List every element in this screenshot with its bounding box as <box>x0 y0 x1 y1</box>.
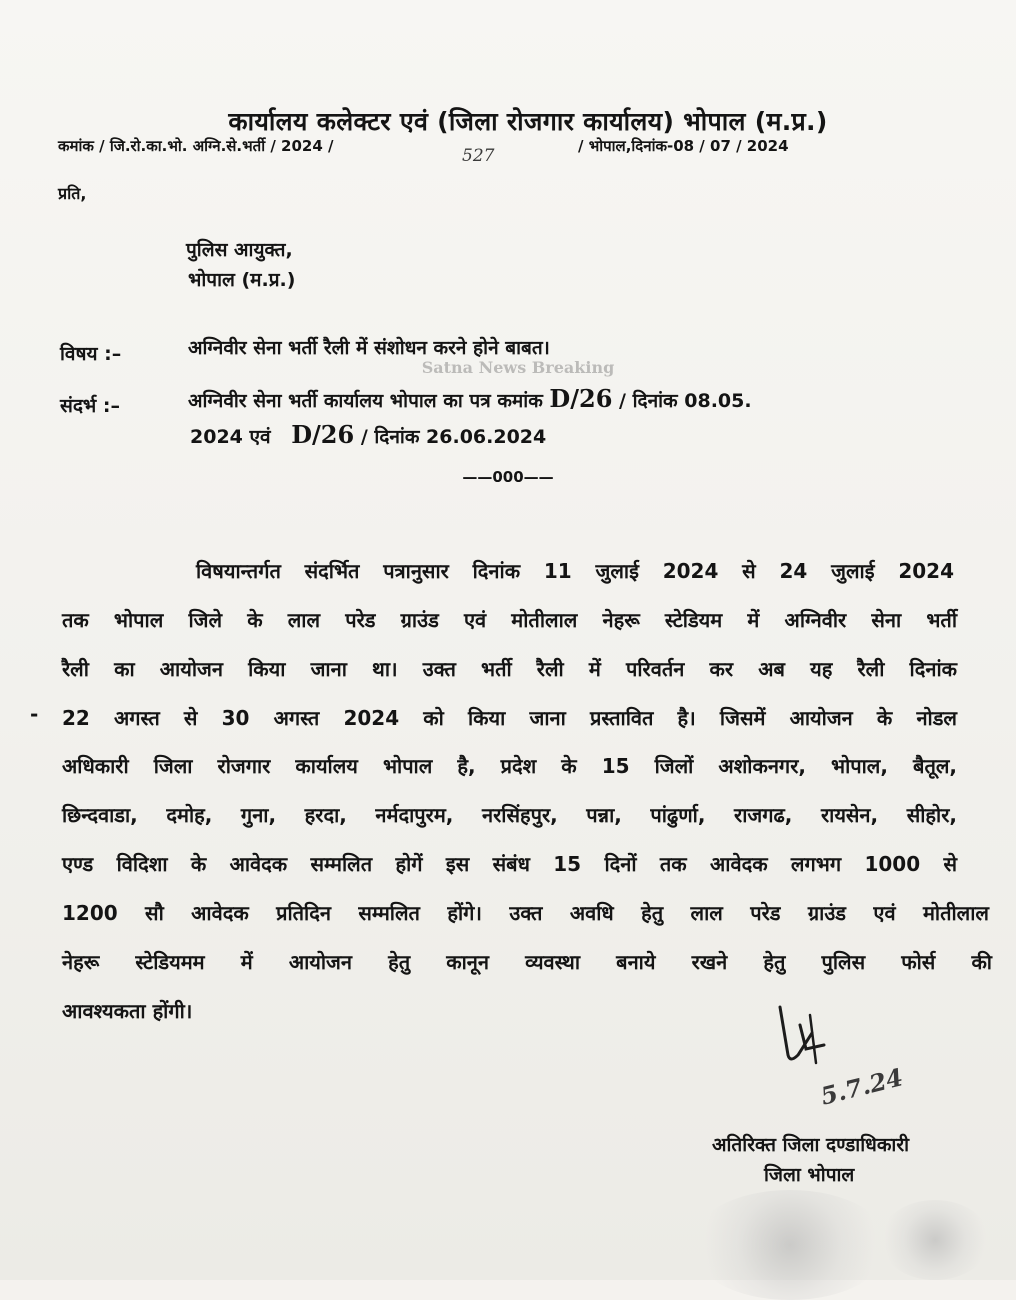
paper-stain <box>880 1200 990 1280</box>
signature-date: 5.7.24 <box>817 1062 906 1111</box>
margin-dash: - <box>30 702 39 726</box>
body-line-3: रैली का आयोजन किया जाना था। उक्त भर्ती रैली में परिवर्तन कर अब यह रैली दिनांक <box>62 657 957 681</box>
body-line-7: एण्ड विदिशा के आवेदक सम्मलित होगें इस संबंध 15 दिनों तक आवेदक लगभग 1000 से <box>62 852 957 876</box>
reference-line-2-text: 2024 एवं <box>190 426 271 448</box>
reference-line-2 <box>190 420 546 449</box>
paper-stain <box>690 1190 890 1300</box>
watermark: Satna News Breaking <box>421 358 615 377</box>
reference-code-1: D/26 <box>549 384 613 413</box>
subject-label: विषय :– <box>60 343 122 365</box>
body-line-1: विषयान्तर्गत संदर्भित पत्रानुसार दिनांक 11 जुलाई 2024 से 24 जुलाई 2024 <box>196 559 954 583</box>
prati-label: प्रति, <box>58 184 87 203</box>
reference-code-2: D/26 <box>291 420 355 449</box>
signatory-designation: अतिरिक्त जिला दण्डाधिकारी <box>712 1134 910 1156</box>
reference-line-1-text: अग्निवीर सेना भर्ती कार्यालय भोपाल का पत्र कमांक <box>188 390 543 412</box>
addressee-name: पुलिस आयुक्त, <box>186 239 293 261</box>
reference-line-2-date: / दिनांक 26.06.2024 <box>360 426 547 448</box>
separator: ——000—— <box>462 468 554 486</box>
body-line-4: 22 अगस्त से 30 अगस्त 2024 को किया जाना प्रस्तावित है। जिसमें आयोजन के नोडल <box>62 706 957 730</box>
body-line-10: आवश्यकता होंगी। <box>62 999 193 1023</box>
body-line-5: अधिकारी जिला रोजगार कार्यालय भोपाल है, प्रदेश के 15 जिलों अशोकनगर, भोपाल, बैतूल, <box>62 754 957 778</box>
reference-line-1-date: / दिनांक 08.05. <box>619 390 752 412</box>
body-line-2: तक भोपाल जिले के लाल परेड ग्राउंड एवं मोतीलाल नेहरू स्टेडियम में अग्निवीर सेना भर्ती <box>62 608 958 632</box>
subject-text: अग्निवीर सेना भर्ती रैली में संशोधन करने होने बाबत। <box>188 337 550 359</box>
office-heading: कार्यालय कलेक्टर एवं (जिला रोजगार कार्यालय) भोपाल (म.प्र.) <box>228 107 828 136</box>
signature-scribble <box>760 985 870 1085</box>
addressee-location: भोपाल (म.प्र.) <box>188 269 296 291</box>
reference-label: संदर्भ :– <box>60 395 121 417</box>
signatory-district: जिला भोपाल <box>764 1164 855 1186</box>
body-line-8: 1200 सौ आवेदक प्रतिदिन सम्मलित होंगे। उक्त अवधि हेतु लाल परेड ग्राउंड एवं मोतीलाल <box>62 901 989 925</box>
reference-line-1 <box>188 384 752 413</box>
reference-number: कमांक / जि.रो.का.भो. अग्नि.से.भर्ती / 2024 / <box>58 137 334 155</box>
place-date: / भोपाल,दिनांक-08 / 07 / 2024 <box>578 137 789 155</box>
body-line-9: नेहरू स्टेडियमम में आयोजन हेतु कानून व्यवस्था बनाये रखने हेतु पुलिस फोर्स की <box>62 950 992 974</box>
body-line-6: छिन्दवाडा, दमोह, गुना, हरदा, नर्मदापुरम, नरसिंहपुर, पन्ना, पांढुर्णा, राजगढ, रायसेन, सीहोर, <box>62 803 957 827</box>
handwritten-dispatch-number: 527 <box>462 146 495 166</box>
